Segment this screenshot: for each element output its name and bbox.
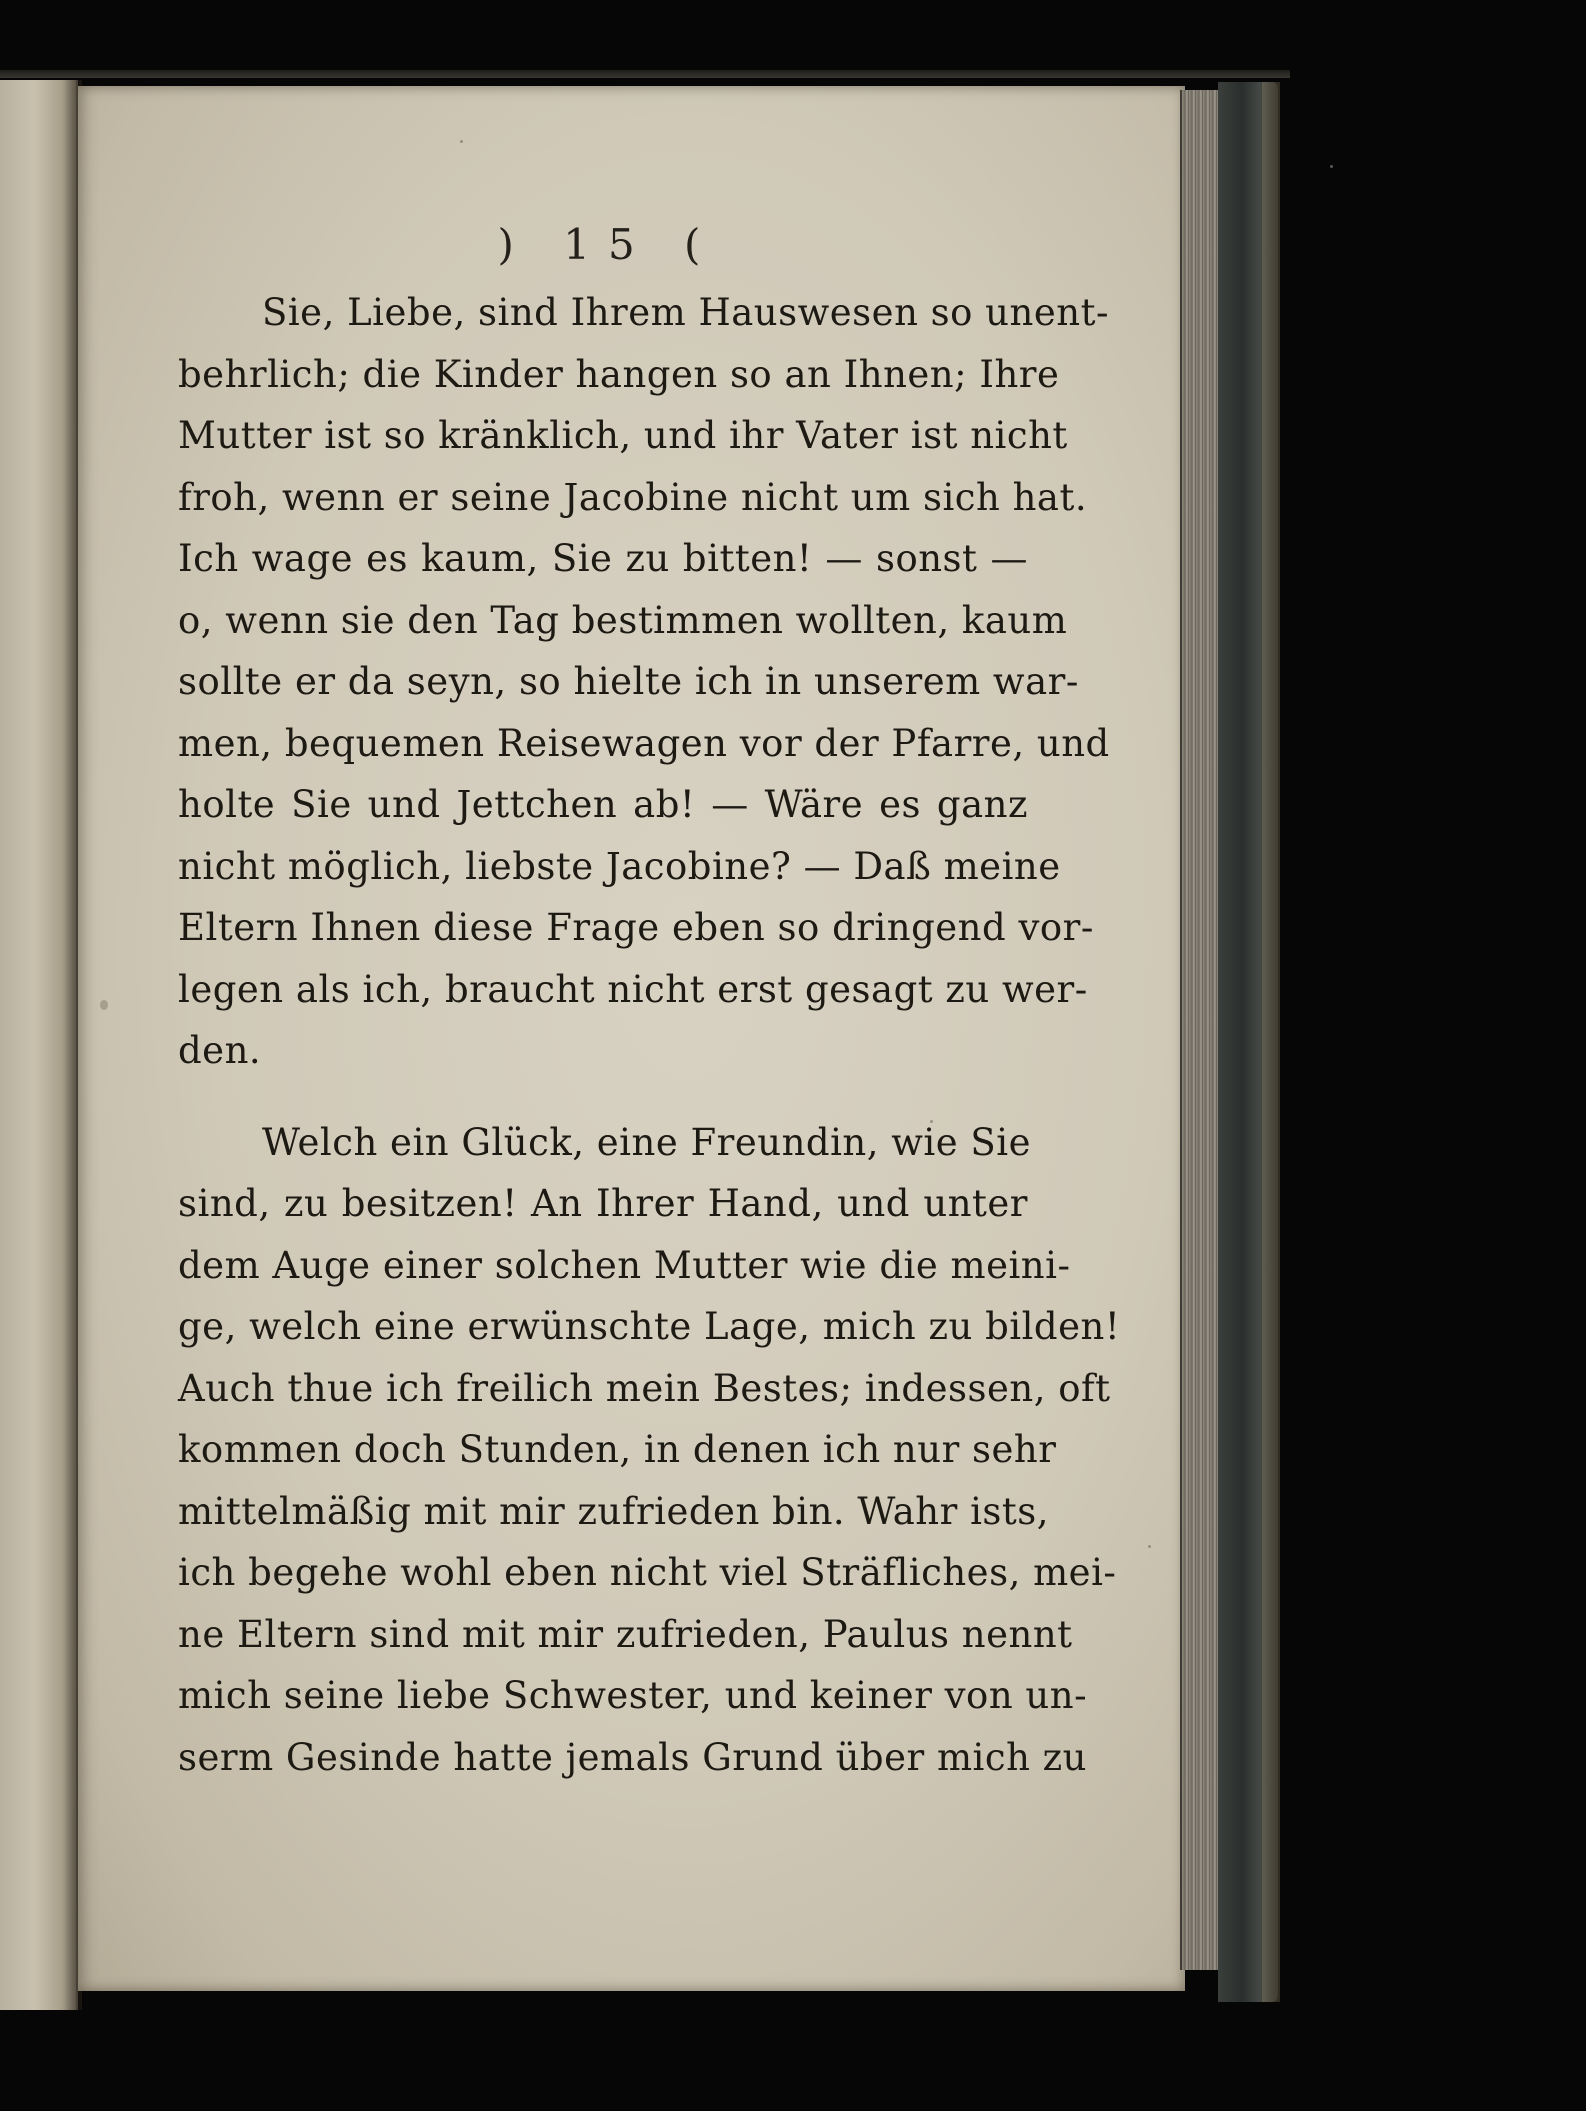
paper-speck <box>1148 1545 1151 1548</box>
text-line: ne Eltern sind mit mir zufrieden, Paulus nennt <box>178 1612 1073 1656</box>
text-line: mich seine liebe Schwester, und keiner von un- <box>178 1674 1088 1717</box>
body-text <box>178 222 1121 1788</box>
text-line: o, wenn sie den Tag bestimmen wollten, kaum <box>178 598 1068 642</box>
scan-top-edge <box>0 70 1290 78</box>
text-line: mittelmäßig mit mir zufrieden bin. Wahr ists, <box>178 1489 1050 1533</box>
text-line: Sie, Liebe, sind Ihrem Hauswesen so unent- <box>262 291 1109 334</box>
text-line: ge, welch eine erwünschte Lage, mich zu bilden! <box>178 1305 1121 1348</box>
text-line: ich begehe wohl eben nicht viel Sträfliches, mei- <box>178 1551 1117 1594</box>
paper-speck <box>460 140 463 143</box>
text-line: legen als ich, braucht nicht erst gesagt zu wer- <box>178 967 1088 1011</box>
text-line: men, bequemen Reisewagen vor der Pfarre, und <box>178 721 1110 765</box>
text-line: behrlich; die Kinder hangen so an Ihnen; Ihre <box>178 352 1060 396</box>
text-line: Mutter ist so kränklich, und ihr Vater ist nicht <box>178 414 1068 457</box>
text-line: nicht möglich, liebste Jacobine? — Daß meine <box>178 844 1061 888</box>
text-line: Eltern Ihnen diese Frage eben so dringend vor- <box>178 906 1094 949</box>
cover-trim <box>1262 82 1280 2002</box>
text-line: sind, zu besitzen! An Ihrer Hand, und unter <box>178 1182 1028 1225</box>
page-number-header: ) 15 ( <box>497 220 719 269</box>
text-line: Ich wage es kaum, Sie zu bitten! — sonst — <box>178 537 1028 580</box>
text-line: Welch ein Glück, eine Freundin, wie Sie <box>262 1120 1032 1164</box>
paper-speck <box>100 1000 108 1010</box>
text-line: kommen doch Stunden, in denen ich nur sehr <box>178 1428 1057 1471</box>
text-line: froh, wenn er seine Jacobine nicht um sich hat. <box>178 475 1088 519</box>
text-line: sollte er da seyn, so hielte ich in unserem war- <box>178 660 1079 703</box>
text-line: den. <box>178 1029 262 1072</box>
paragraph-gap <box>178 1082 1028 1112</box>
background-speck <box>1330 165 1333 168</box>
text-line: holte Sie und Jettchen ab! — Wäre es ganz <box>178 783 1028 826</box>
text-line: dem Auge einer solchen Mutter wie die meini- <box>178 1243 1071 1287</box>
text-line: serm Gesinde hatte jemals Grund über mich zu <box>178 1735 1088 1779</box>
text-line: Auch thue ich freilich mein Bestes; indessen, oft <box>178 1366 1111 1410</box>
